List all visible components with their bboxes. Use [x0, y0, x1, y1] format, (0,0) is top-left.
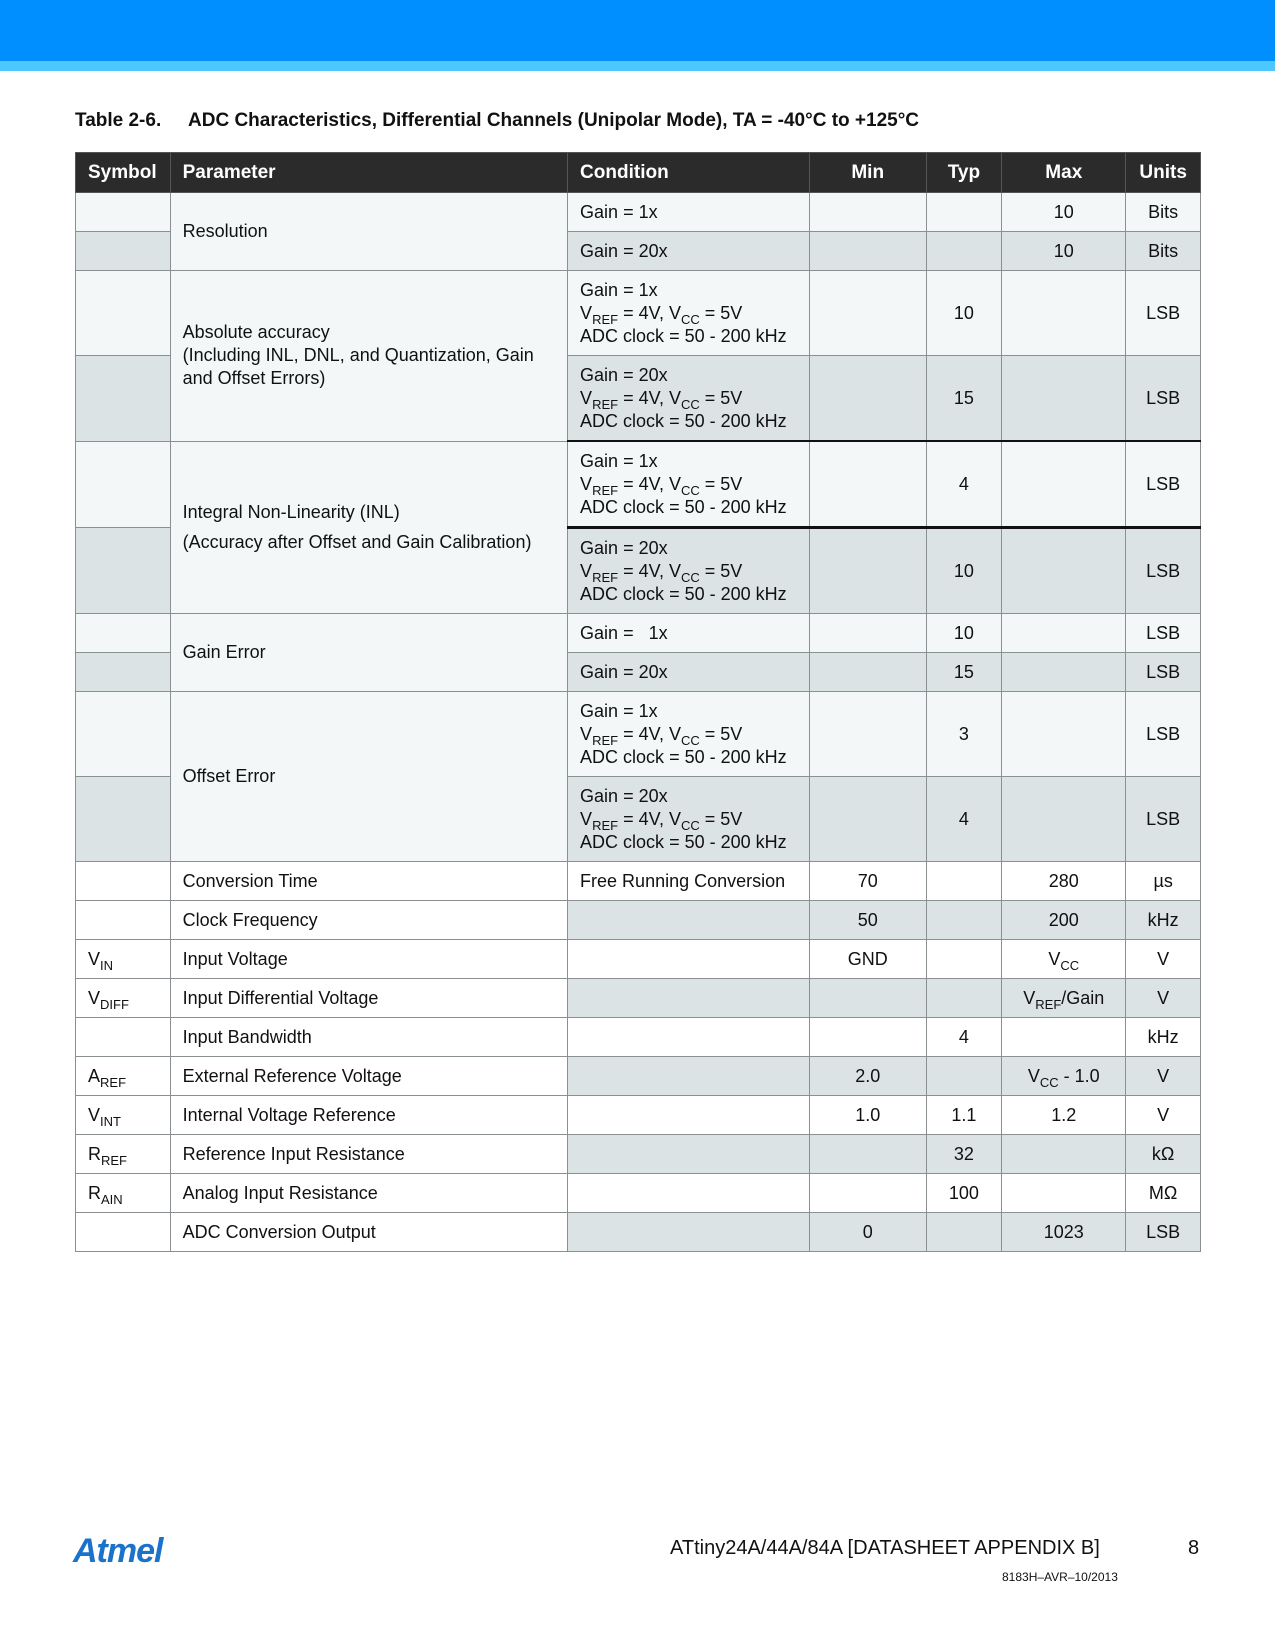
condition-voltage: $V_{REF} = 4V$, $V_{CC} = 5V$	[580, 560, 743, 585]
units-cell: µs	[1126, 862, 1201, 901]
condition-cell	[568, 271, 810, 356]
symbol-cell	[76, 1018, 171, 1057]
min-cell	[809, 232, 926, 271]
condition-cell	[568, 1213, 810, 1252]
header-max: Max	[1002, 153, 1126, 193]
typ-cell: 15	[926, 356, 1002, 442]
table-row	[76, 614, 1201, 653]
top-banner	[0, 0, 1275, 61]
condition-gain: Gain = 1x	[580, 450, 658, 471]
condition-cell	[568, 441, 810, 528]
condition-clock: ADC clock = 50 - 200 kHz	[580, 746, 787, 767]
min-cell	[809, 1174, 926, 1213]
condition-clock: ADC clock = 50 - 200 kHz	[580, 831, 787, 852]
symbol-cell: $A_{REF}$	[76, 1057, 171, 1096]
header-condition: Condition	[568, 153, 810, 193]
units-cell: V	[1126, 979, 1201, 1018]
max-cell	[1002, 1174, 1126, 1213]
parameter-cell: Input Differential Voltage	[170, 979, 567, 1018]
condition-gain: Gain = 20x	[580, 364, 668, 385]
header-min: Min	[809, 153, 926, 193]
max-cell	[1002, 692, 1126, 777]
min-cell	[809, 614, 926, 653]
typ-cell	[926, 193, 1002, 232]
condition-clock: ADC clock = 50 - 200 kHz	[580, 496, 787, 517]
table-row	[76, 1057, 1201, 1096]
min-cell: GND	[809, 940, 926, 979]
min-cell	[809, 1135, 926, 1174]
units-cell: V	[1126, 940, 1201, 979]
table-row	[76, 441, 1201, 528]
table-row	[76, 940, 1201, 979]
min-cell: 0	[809, 1213, 926, 1252]
parameter-cell: Input Voltage	[170, 940, 567, 979]
units-cell: Bits	[1126, 193, 1201, 232]
typ-cell: 10	[926, 528, 1002, 614]
table-row	[76, 193, 1201, 232]
max-cell	[1002, 271, 1126, 356]
units-cell: LSB	[1126, 528, 1201, 614]
footer-document-title: ATtiny24A/44A/84A [DATASHEET APPENDIX B]	[670, 1537, 1100, 1559]
min-cell: 70	[809, 862, 926, 901]
max-cell	[1002, 777, 1126, 862]
units-cell: LSB	[1126, 271, 1201, 356]
parameter-cell: Clock Frequency	[170, 901, 567, 940]
parameter-line: (Accuracy after Offset and Gain Calibration)	[182, 531, 532, 552]
symbol-cell	[76, 193, 171, 232]
parameter-cell: External Reference Voltage	[170, 1057, 567, 1096]
max-cell: $V_{CC} - 1.0$	[1002, 1057, 1126, 1096]
condition-cell	[568, 777, 810, 862]
max-cell: 10	[1002, 193, 1126, 232]
page-number: 8	[1188, 1537, 1200, 1559]
condition-cell	[568, 692, 810, 777]
max-cell: 280	[1002, 862, 1126, 901]
symbol-cell	[76, 232, 171, 271]
typ-cell	[926, 901, 1002, 940]
units-cell: kHz	[1126, 1018, 1201, 1057]
condition-cell	[568, 1174, 810, 1213]
min-cell	[809, 271, 926, 356]
parameter-cell: Conversion Time	[170, 862, 567, 901]
parameter-cell: Input Bandwidth	[170, 1018, 567, 1057]
parameter-cell: Offset Error	[170, 692, 567, 862]
symbol-cell	[76, 777, 171, 862]
typ-cell	[926, 232, 1002, 271]
table-row	[76, 1018, 1201, 1057]
typ-cell: 100	[926, 1174, 1002, 1213]
min-cell	[809, 692, 926, 777]
units-cell: LSB	[1126, 1213, 1201, 1252]
typ-cell: 10	[926, 614, 1002, 653]
max-cell: $V_{CC}$	[1002, 940, 1126, 979]
typ-cell: 4	[926, 1018, 1002, 1057]
condition-cell	[568, 1018, 810, 1057]
condition-cell: Free Running Conversion	[568, 862, 810, 901]
condition-cell	[568, 1057, 810, 1096]
condition-cell: Gain = 20x	[568, 653, 810, 692]
units-cell: LSB	[1126, 356, 1201, 442]
typ-cell: 10	[926, 271, 1002, 356]
units-cell: kHz	[1126, 901, 1201, 940]
condition-voltage: $V_{REF} = 4V$, $V_{CC} = 5V$	[580, 808, 743, 833]
table-row	[76, 692, 1201, 777]
table-row	[76, 1174, 1201, 1213]
min-cell	[809, 193, 926, 232]
units-cell: LSB	[1126, 692, 1201, 777]
condition-clock: ADC clock = 50 - 200 kHz	[580, 583, 787, 604]
table-row	[76, 1096, 1201, 1135]
typ-cell: 4	[926, 777, 1002, 862]
max-cell: 200	[1002, 901, 1126, 940]
parameter-line: Integral Non-Linearity (INL)	[182, 501, 400, 522]
table-row	[76, 1135, 1201, 1174]
condition-voltage: $V_{REF} = 4V$, $V_{CC} = 5V$	[580, 723, 743, 748]
table-row	[76, 862, 1201, 901]
adc-characteristics-table	[75, 152, 1201, 1252]
typ-cell	[926, 862, 1002, 901]
parameter-cell: Analog Input Resistance	[170, 1174, 567, 1213]
max-cell	[1002, 441, 1126, 528]
symbol-cell: $R_{AIN}$	[76, 1174, 171, 1213]
parameter-line: (Including INL, DNL, and Quantization, Gain and Offset Errors)	[182, 345, 534, 389]
symbol-cell	[76, 614, 171, 653]
units-cell: LSB	[1126, 441, 1201, 528]
max-cell	[1002, 528, 1126, 614]
max-cell: 1.2	[1002, 1096, 1126, 1135]
units-cell: LSB	[1126, 614, 1201, 653]
max-cell	[1002, 356, 1126, 442]
condition-cell: Gain = 1x	[568, 614, 810, 653]
symbol-cell	[76, 528, 171, 614]
units-cell: MΩ	[1126, 1174, 1201, 1213]
max-cell: 1023	[1002, 1213, 1126, 1252]
header-units: Units	[1126, 153, 1201, 193]
parameter-line: Absolute accuracy	[182, 322, 330, 343]
condition-clock: ADC clock = 50 - 200 kHz	[580, 410, 787, 431]
condition-cell	[568, 1135, 810, 1174]
table-row	[76, 271, 1201, 356]
table-row	[76, 901, 1201, 940]
condition-cell: Gain = 20x	[568, 232, 810, 271]
min-cell	[809, 441, 926, 528]
parameter-cell: Gain Error	[170, 614, 567, 692]
max-cell: $V_{REF}$/Gain	[1002, 979, 1126, 1018]
min-cell	[809, 979, 926, 1018]
condition-cell	[568, 940, 810, 979]
table-row	[76, 979, 1201, 1018]
header-typ: Typ	[926, 153, 1002, 193]
symbol-cell: $V_{IN}$	[76, 940, 171, 979]
symbol-cell	[76, 1213, 171, 1252]
units-cell: Bits	[1126, 232, 1201, 271]
table-number: Table 2-6.	[75, 110, 162, 131]
parameter-cell: ADC Conversion Output	[170, 1213, 567, 1252]
condition-voltage: $V_{REF} = 4V$, $V_{CC} = 5V$	[580, 302, 743, 327]
max-cell: 10	[1002, 232, 1126, 271]
min-cell: 2.0	[809, 1057, 926, 1096]
units-cell: kΩ	[1126, 1135, 1201, 1174]
atmel-logo: Atmel	[73, 1532, 163, 1570]
parameter-cell: Internal Voltage Reference	[170, 1096, 567, 1135]
typ-cell: 15	[926, 653, 1002, 692]
max-cell	[1002, 614, 1126, 653]
min-cell: 50	[809, 901, 926, 940]
symbol-cell	[76, 692, 171, 777]
max-cell	[1002, 653, 1126, 692]
units-cell: V	[1126, 1057, 1201, 1096]
top-stripe	[0, 61, 1275, 71]
symbol-cell: $R_{REF}$	[76, 1135, 171, 1174]
max-cell	[1002, 1018, 1126, 1057]
typ-cell: 32	[926, 1135, 1002, 1174]
symbol-cell: $V_{DIFF}$	[76, 979, 171, 1018]
condition-gain: Gain = 1x	[580, 279, 658, 300]
symbol-cell	[76, 356, 171, 442]
typ-cell: 1.1	[926, 1096, 1002, 1135]
symbol-cell	[76, 441, 171, 528]
max-cell	[1002, 1135, 1126, 1174]
table-caption	[75, 110, 919, 132]
parameter-cell	[170, 441, 567, 614]
min-cell: 1.0	[809, 1096, 926, 1135]
units-cell: LSB	[1126, 653, 1201, 692]
min-cell	[809, 653, 926, 692]
table-row	[76, 1213, 1201, 1252]
condition-cell	[568, 901, 810, 940]
condition-cell	[568, 356, 810, 442]
units-cell: V	[1126, 1096, 1201, 1135]
condition-voltage: $V_{REF} = 4V$, $V_{CC} = 5V$	[580, 473, 743, 498]
condition-cell: Gain = 1x	[568, 193, 810, 232]
document-code: 8183H–AVR–10/2013	[1002, 1570, 1118, 1584]
header-symbol: Symbol	[76, 153, 171, 193]
condition-cell	[568, 528, 810, 614]
typ-cell	[926, 940, 1002, 979]
symbol-cell	[76, 901, 171, 940]
min-cell	[809, 777, 926, 862]
table-header-row	[76, 153, 1201, 193]
condition-voltage: $V_{REF} = 4V$, $V_{CC} = 5V$	[580, 387, 743, 412]
min-cell	[809, 1018, 926, 1057]
condition-clock: ADC clock = 50 - 200 kHz	[580, 325, 787, 346]
min-cell	[809, 528, 926, 614]
symbol-cell: $V_{INT}$	[76, 1096, 171, 1135]
parameter-cell	[170, 271, 567, 442]
symbol-cell	[76, 862, 171, 901]
typ-cell	[926, 1213, 1002, 1252]
condition-gain: Gain = 20x	[580, 785, 668, 806]
table-title: ADC Characteristics, Differential Channels (Unipolar Mode), TA = -40°C to +125°C	[188, 110, 920, 131]
header-parameter: Parameter	[170, 153, 567, 193]
symbol-cell	[76, 653, 171, 692]
typ-cell	[926, 979, 1002, 1018]
condition-cell	[568, 979, 810, 1018]
units-cell: LSB	[1126, 777, 1201, 862]
condition-cell	[568, 1096, 810, 1135]
typ-cell: 4	[926, 441, 1002, 528]
typ-cell	[926, 1057, 1002, 1096]
condition-gain: Gain = 20x	[580, 537, 668, 558]
parameter-cell: Resolution	[170, 193, 567, 271]
min-cell	[809, 356, 926, 442]
condition-gain: Gain = 1x	[580, 700, 658, 721]
parameter-cell: Reference Input Resistance	[170, 1135, 567, 1174]
typ-cell: 3	[926, 692, 1002, 777]
symbol-cell	[76, 271, 171, 356]
